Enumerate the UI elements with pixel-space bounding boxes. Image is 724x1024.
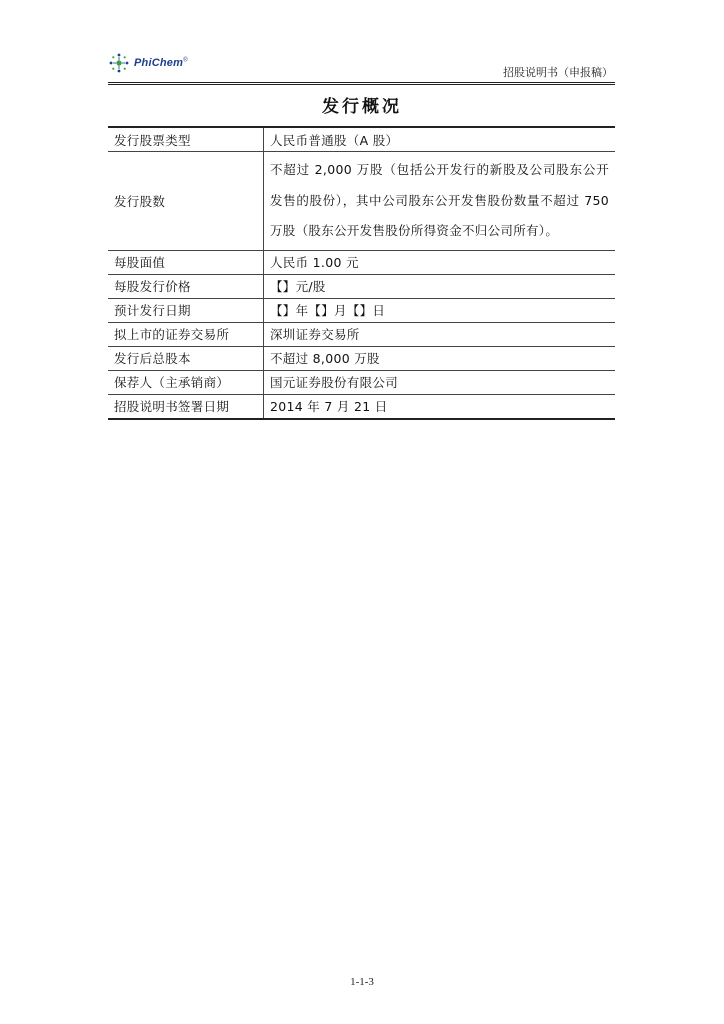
row-value: 人民币 1.00 元 <box>264 250 616 274</box>
row-label: 每股发行价格 <box>108 274 264 298</box>
row-value: 不超过 2,000 万股（包括公开发行的新股及公司股东公开发售的股份），其中公司股东公开发售股份数量不超过 750 万股（股东公开发售股份所得资金不归公司所有）。 <box>264 152 616 251</box>
header-divider <box>108 82 615 83</box>
row-label: 发行股票类型 <box>108 127 264 152</box>
table-row <box>108 394 615 419</box>
row-value: 人民币普通股（A 股） <box>270 132 399 148</box>
table-row <box>108 298 615 322</box>
row-label: 预计发行日期 <box>108 298 264 322</box>
row-label: 保荐人（主承销商） <box>108 370 264 394</box>
table-row <box>108 346 615 370</box>
row-value: 国元证券股份有限公司 <box>264 370 616 394</box>
table-row <box>108 152 615 251</box>
row-value: 不超过 8,000 万股 <box>264 346 616 370</box>
row-label: 发行后总股本 <box>108 346 264 370</box>
table-row <box>108 370 615 394</box>
page-number: 1-1-3 <box>350 976 374 988</box>
document-tag: 招股说明书（申报稿） <box>503 66 613 79</box>
row-label: 每股面值 <box>108 250 264 274</box>
row-value: 2014 年 7 月 21 日 <box>264 394 616 419</box>
row-label: 拟上市的证券交易所 <box>108 322 264 346</box>
logo-wordmark: PhiChem® <box>134 57 188 69</box>
row-value: 【】元/股 <box>264 274 616 298</box>
row-label: 发行股数 <box>108 152 264 251</box>
row-label: 招股说明书签署日期 <box>108 394 264 419</box>
page-title: 发行概况 <box>322 97 402 117</box>
row-value: 深圳证券交易所 <box>264 322 616 346</box>
table-row <box>108 322 615 346</box>
offering-summary-table <box>108 126 615 420</box>
company-logo <box>108 52 188 74</box>
table-row <box>108 250 615 274</box>
phichem-logo-icon <box>108 52 130 74</box>
row-value: 【】年【】月【】日 <box>264 298 616 322</box>
table-row <box>108 274 615 298</box>
page-header <box>108 46 615 82</box>
header-divider-secondary <box>108 84 615 85</box>
table-row <box>108 127 615 152</box>
